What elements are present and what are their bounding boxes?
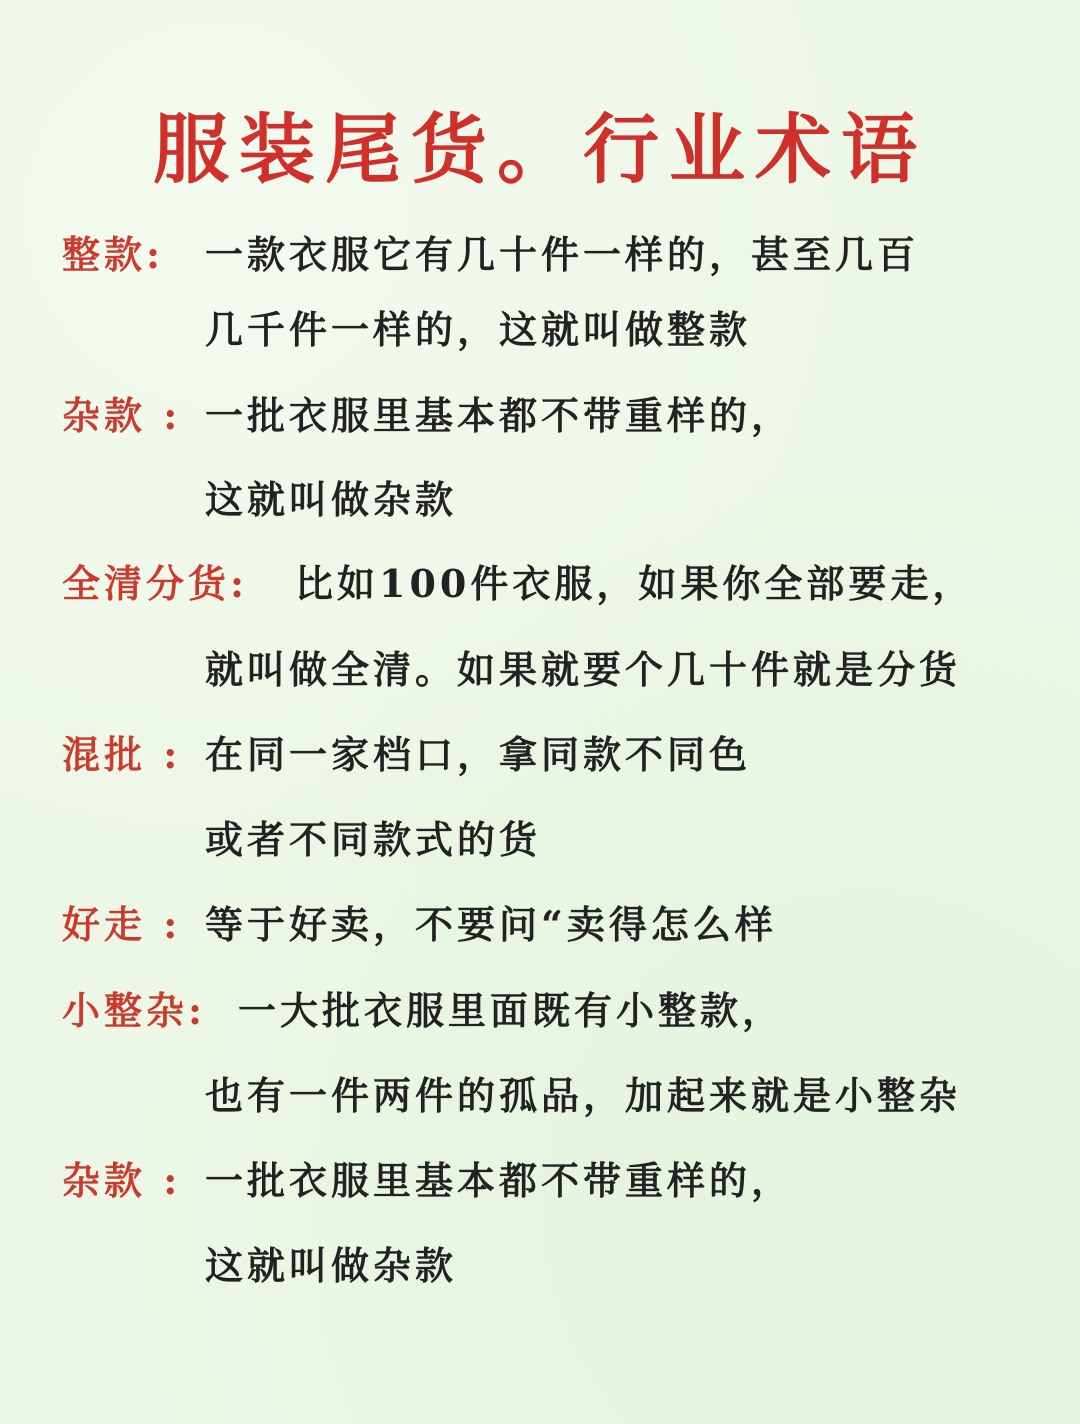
- entry-6-line-1: [0, 985, 1080, 1037]
- entry-4-line-2: [0, 814, 1080, 866]
- entry-term: 杂款 :: [62, 393, 182, 438]
- entry-description: 一大批衣服里面既有小整款，: [238, 988, 785, 1033]
- entry-description: 比如100件衣服，如果你全部要走，: [295, 561, 975, 606]
- entry-4-line-1: [0, 729, 1080, 781]
- entry-term: 小整杂:: [62, 988, 207, 1033]
- entry-description-continuation: 也有一件两件的孤品，加起来就是小整杂: [205, 1073, 962, 1118]
- entry-6-line-2: [0, 1070, 1080, 1122]
- entry-2-line-2: [0, 474, 1080, 526]
- entry-term: 混批 :: [62, 732, 182, 777]
- entry-description-continuation: 这就叫做杂款: [205, 477, 458, 522]
- entry-2-line-1: [0, 390, 1080, 442]
- entry-description-continuation: 几千件一样的，这就叫做整款: [205, 307, 752, 352]
- entry-description-continuation: 或者不同款式的货: [205, 817, 542, 862]
- entry-1-line-2: [0, 304, 1080, 356]
- entry-1-line-1: [0, 229, 1080, 281]
- entry-description: 一批衣服里基本都不带重样的，: [205, 393, 794, 438]
- entry-term: 整款:: [62, 232, 165, 277]
- entry-description: 等于好卖，不要问“卖得怎么样: [205, 902, 777, 947]
- entry-description: 一款衣服它有几十件一样的，甚至几百: [205, 232, 920, 277]
- entry-term: 好走 :: [62, 902, 182, 947]
- entry-description: 在同一家档口，拿同款不同色: [205, 732, 752, 777]
- entry-description-continuation: 就叫做全清。如果就要个几十件就是分货: [205, 647, 962, 692]
- entry-7-line-2: [0, 1240, 1080, 1292]
- entry-5-line-1: [0, 899, 1080, 951]
- entry-term: 全清分货:: [62, 561, 249, 606]
- entry-3-line-1: [0, 558, 1080, 610]
- entry-7-line-1: [0, 1155, 1080, 1207]
- page-title: 服装尾货。行业术语: [153, 105, 927, 194]
- entry-description: 一批衣服里基本都不带重样的，: [205, 1158, 794, 1203]
- entry-term: 杂款 :: [62, 1158, 182, 1203]
- entry-3-line-2: [0, 644, 1080, 696]
- entry-description-continuation: 这就叫做杂款: [205, 1243, 458, 1288]
